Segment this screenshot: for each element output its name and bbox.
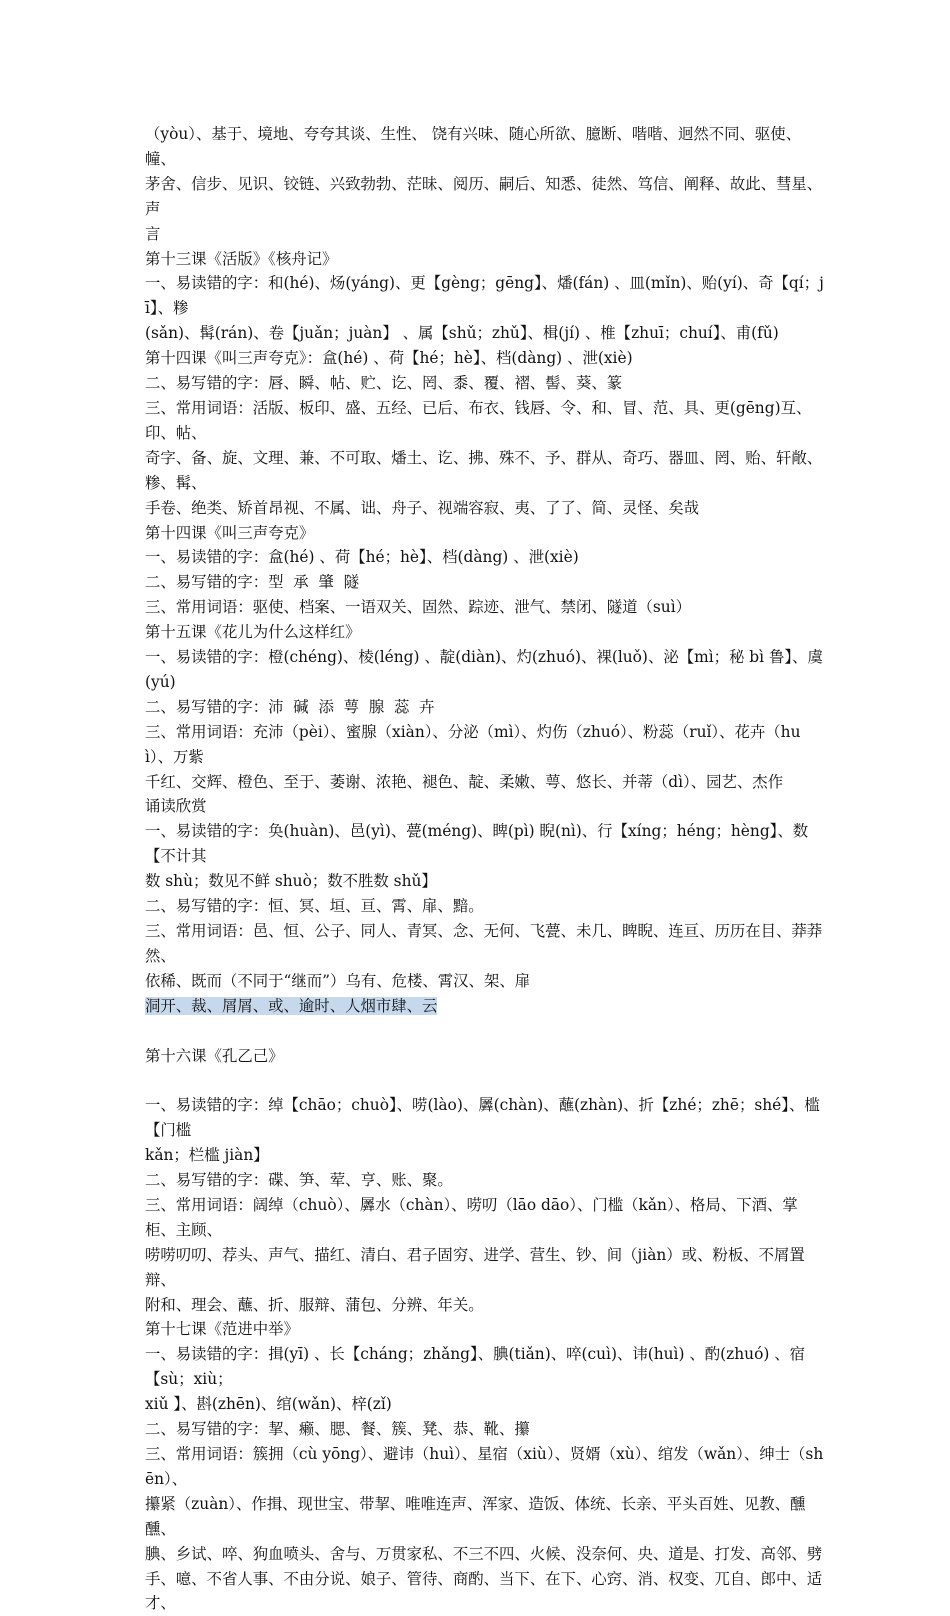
text-line: （yòu）、基于、境地、夸夸其谈、生性、 饶有兴味、随心所欲、臆断、喈喈、迥然不同、驱使、幢、 xyxy=(145,125,802,168)
text-line: 第十四课《叫三声夸克》 xyxy=(145,523,315,542)
text-line: 二、易写错的字：沛 碱 添 萼 腺 蕊 卉 xyxy=(145,697,435,716)
document-page xyxy=(145,122,825,1616)
text-line: 诵读欣赏 xyxy=(145,797,207,816)
text-line: 三、常用词语：驱使、档案、一语双关、固然、踪迹、泄气、禁闭、隧道（suì） xyxy=(145,598,692,617)
text-line: 二、易写错的字：碟、笋、荤、亨、账、聚。 xyxy=(145,1171,453,1190)
text-line: 一、易读错的字：和(hé)、炀(yáng)、更【gèng；gēng】、燔(fán) 、皿(mǐn)、贻(yí)、奇【qí；jī】、糁 xyxy=(145,274,824,318)
text-line: (sǎn)、髯(rán)、卷【juǎn；juàn】 、属【shǔ；zhǔ】、楫(jí) 、椎【zhuī；chuí】、甫(fǔ) xyxy=(145,324,779,343)
text-line: 茅舍、信步、见识、铰链、兴致勃勃、茫昧、阅历、嗣后、知悉、徒然、笃信、阐释、故此、彗星、声 xyxy=(145,174,823,218)
text-line: 一、易读错的字：绰【chāo；chuò】、唠(lào)、羼(chàn)、蘸(zhàn)、折【zhé；zhē；shé】、槛【门槛 xyxy=(145,1096,820,1140)
text-line: 附和、理会、蘸、折、服辩、蒲包、分辨、年关。 xyxy=(145,1295,484,1314)
text-line: 二、易写错的字：型 承 肇 隧 xyxy=(145,573,360,592)
text-line: 依稀、既而（不同于“继而”）乌有、危楼、霄汉、架、扉 xyxy=(145,971,531,990)
text-line: 二、易写错的字：挈、癞、腮、餐、簇、凳、恭、靴、攥 xyxy=(145,1420,530,1439)
text-line: 第十六课《孔乙己》 xyxy=(145,1046,284,1065)
text-line: 奇字、备、旋、文理、兼、不可取、燔土、讫、拂、殊不、予、群从、奇巧、器皿、罔、贻、轩敞、糁、髯、 xyxy=(145,448,823,492)
text-line: 一、易读错的字：奂(huàn)、邑(yì)、甍(méng)、睥(pì) 睨(nì)、行【xíng；héng；hèng】、数【不计其 xyxy=(145,822,809,866)
text-line: 三、常用词语：充沛（pèi）、蜜腺（xiàn）、分泌（mì）、灼伤（zhuó）、粉蕊（ruǐ）、花卉（huì）、万紫 xyxy=(145,722,801,766)
text-line: kǎn；栏槛 jiàn】 xyxy=(145,1146,269,1165)
text-line xyxy=(145,994,825,1019)
text-line: 言 xyxy=(145,224,161,243)
text-line: 千红、交辉、橙色、至于、萎谢、浓艳、褪色、靛、柔嫩、萼、悠长、并蒂（dì）、园艺、杰作 xyxy=(145,772,784,791)
text-line: 第十五课《花儿为什么这样红》 xyxy=(145,623,361,642)
text-line: xiǔ 】、斟(zhēn)、绾(wǎn)、梓(zǐ) xyxy=(145,1395,392,1414)
text-line: 数 shù；数见不鲜 shuò；数不胜数 shǔ】 xyxy=(145,872,437,891)
highlighted-text: 洞开、裁、屑屑、或、逾时、人烟市肆、云 xyxy=(145,996,438,1015)
text-line: 一、易读错的字：橙(chéng)、棱(léng) 、靛(diàn)、灼(zhuó)、裸(luǒ)、泌【mì；秘 bì 鲁】、虞(yú) xyxy=(145,648,823,691)
text-line: 三、常用词语：邑、恒、公子、同人、青冥、念、无何、飞甍、未几、睥睨、连亘、历历在目、莽莽然、 xyxy=(145,922,823,965)
text-line: 唠唠叨叨、荐头、声气、描红、清白、君子固穷、进学、营生、钞、间（jiàn）或、粉板、不屑置辩、 xyxy=(145,1245,805,1289)
text-line: 三、常用词语：阔绰（chuò）、羼水（chàn）、唠叨（lāo dāo）、门槛（kǎn）、格局、下酒、掌柜、主顾、 xyxy=(145,1195,798,1239)
text-line: 第十七课《范进中举》 xyxy=(145,1320,299,1339)
text-line: 二、易写错的字：恒、冥、垣、亘、霄、扉、黯。 xyxy=(145,897,484,916)
text-line: 一、易读错的字：揖(yī) 、长【cháng；zhǎng】、腆(tiǎn)、啐(cuì)、讳(huì) 、酌(zhuó) 、宿【sù；xiù； xyxy=(145,1345,806,1389)
blank-line xyxy=(145,1068,825,1093)
text-line: 手、噫、不省人事、不由分说、娘子、管待、商酌、当下、在下、心窍、消、权变、兀自、郎中、适才、 xyxy=(145,1569,823,1613)
text-line: 二、易写错的字：唇、瞬、帖、贮、讫、罔、黍、覆、褶、髻、葵、篆 xyxy=(145,374,623,393)
text-line: 手卷、绝类、矫首昂视、不属、诎、舟子、视端容寂、夷、了了、简、灵怪、矣哉 xyxy=(145,498,700,517)
text-line: 攥紧（zuàn）、作揖、现世宝、带挈、唯唯连声、浑家、造饭、体统、长亲、平头百姓、见教、醺醺、 xyxy=(145,1494,806,1538)
text-line: 一、易读错的字：盒(hé) 、荷【hé；hè】、档(dàng) 、泄(xiè) xyxy=(145,548,579,567)
text-line: 腆、乡试、啐、狗血喷头、舍与、万贯家私、不三不四、火候、没奈何、央、道是、打发、高邻、劈 xyxy=(145,1544,823,1563)
text-line: 三、常用词语：活版、板印、盛、五经、已后、布衣、钱唇、令、和、冒、范、具、更(gēng)互、印、帖、 xyxy=(145,398,812,442)
text-line: 第十三课《活版》《核舟记》 xyxy=(145,249,338,268)
text-line: 第十四课《叫三声夸克》：盒(hé) 、荷【hé；hè】、档(dàng) 、泄(xiè) xyxy=(145,349,633,368)
text-line: 三、常用词语：簇拥（cù yōng）、避讳（huì）、星宿（xiù）、贤婿（xù）、绾发（wǎn）、绅士（shēn）、 xyxy=(145,1445,824,1488)
blank-line xyxy=(145,1019,825,1044)
